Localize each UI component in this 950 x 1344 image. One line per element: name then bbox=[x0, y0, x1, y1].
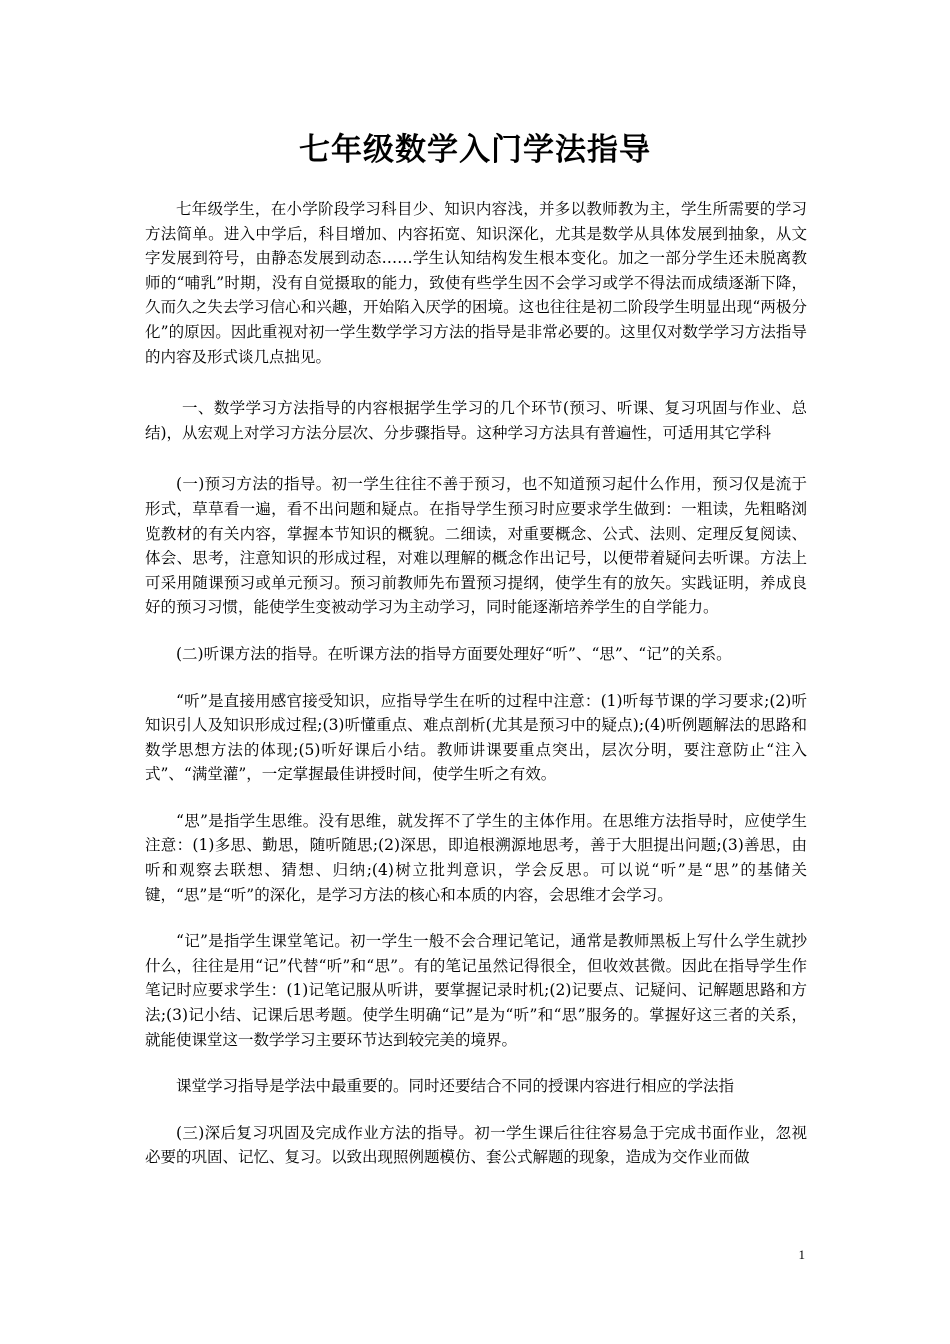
page-number: 1 bbox=[798, 1247, 805, 1262]
paragraph-intro: 七年级学生，在小学阶段学习科目少、知识内容浅，并多以教师教为主，学生所需要的学习方法简单。进入中学后，科目增加、内容拓宽、知识深化，尤其是数学从具体发展到抽象，从文字发展到符号，由静态发展到动态……学生认知结构发生根本变化。加之一部分学生还未脱离教师的“哺乳”时期，没有自觉摄取的能力，致使有些学生因不会学习或学不得法而成绩逐渐下降，久而久之失去学习信心和兴趣，开始陷入厌学的困境。这也往往是初二阶段学生明显出现“两极分化”的原因。因此重视对初一学生数学学习方法的指导是非常必要的。这里仅对数学学习方法指导的内容及形式谈几点拙见。 bbox=[145, 200, 807, 366]
paragraph-review-guidance: (三)深后复习巩固及完成作业方法的指导。初一学生课后往往容易急于完成书面作业，忽视必要的巩固、记忆、复习。以致出现照例题模仿、套公式解题的现象，造成为交作业而做 bbox=[145, 1123, 807, 1167]
paragraph-record: “记”是指学生课堂笔记。初一学生一般不会合理记笔记，通常是教师黑板上写什么学生就抄什么，往往是用“记”代替“听”和“思”。有的笔记虽然记得很全，但收效甚微。因此在指导学生作笔记时应要求学生：(1)记笔记服从听讲，要掌握记录时机;(2)记要点、记疑问、记解题思路和方法;(3)记小结、记课后思考题。使学生明确“记”是为“听”和“思”服务的。掌握好这三者的关系，就能使课堂这一数学学习主要环节达到较完美的境界。 bbox=[145, 932, 807, 1049]
paragraph-classroom-guidance: 课堂学习指导是学法中最重要的。同时还要结合不同的授课内容进行相应的学法指 bbox=[176, 1077, 735, 1096]
paragraph-listening-guidance: (二)听课方法的指导。在听课方法的指导方面要处理好“听”、“思”、“记”的关系。 bbox=[176, 644, 732, 663]
paragraph-section-one: 一、数学学习方法指导的内容根据学生学习的几个环节(预习、听课、复习巩固与作业、总结)，从宏观上对学习方法分层次、分步骤指导。这种学习方法具有普遍性，可适用其它学科 bbox=[145, 399, 807, 442]
document-title: 七年级数学入门学法指导 bbox=[299, 132, 651, 168]
document-body bbox=[145, 197, 807, 1170]
paragraph-listen: “听”是直接用感官接受知识，应指导学生在听的过程中注意：(1)听每节课的学习要求;(2)听知识引人及知识形成过程;(3)听懂重点、难点剖析(尤其是预习中的疑点);(4)听例题解法的思路和数学思想方法的体现;(5)听好课后小结。教师讲课要重点突出，层次分明，要注意防止“注入式”、“满堂灌”，一定掌握最佳讲授时间，使学生听之有效。 bbox=[145, 691, 807, 784]
paragraph-preview-guidance: (一)预习方法的指导。初一学生往往不善于预习，也不知道预习起什么作用，预习仅是流于形式，草草看一遍，看不出问题和疑点。在指导学生预习时应要求学生做到：一粗读，先粗略浏览教材的有关内容，掌握本节知识的概貌。二细读，对重要概念、公式、法则、定理反复阅读、体会、思考，注意知识的形成过程，对难以理解的概念作出记号，以便带着疑问去听课。方法上可采用随课预习或单元预习。预习前教师先布置预习提纲，使学生有的放矢。实践证明，养成良好的预习习惯，能使学生变被动学习为主动学习，同时能逐渐培养学生的自学能力。 bbox=[145, 475, 807, 617]
paragraph-think: “思”是指学生思维。没有思维，就发挥不了学生的主体作用。在思维方法指导时，应使学生注意：(1)多思、勤思，随听随思;(2)深思，即追根溯源地思考，善于大胆提出问题;(3)善思，由听和观察去联想、猜想、归纳;(4)树立批判意识，学会反思。可以说“听”是“思”的基储关键，“思”是“听”的深化，是学习方法的核心和本质的内容，会思维才会学习。 bbox=[145, 811, 807, 904]
